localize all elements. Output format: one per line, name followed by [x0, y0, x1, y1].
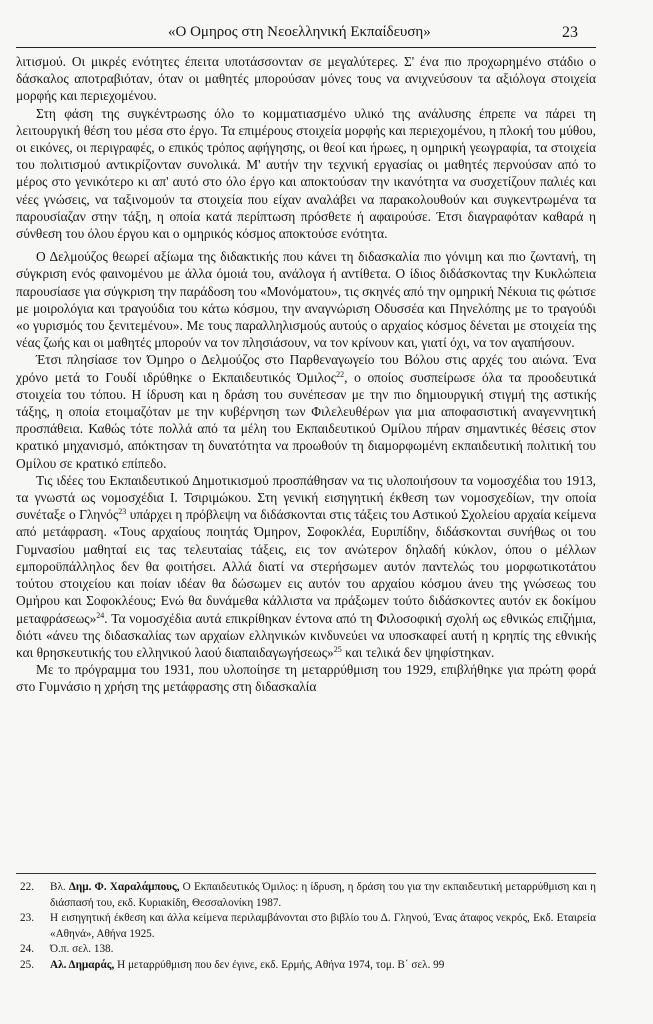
footnote-lead: Βλ.: [50, 881, 69, 893]
paragraph-text: Τις ιδέες του Εκπαιδευτικού Δημοτικισμού προσπάθησαν να τις υλοποιήσουν τα νομοσχέδια του 1913, τα γνωστά ως νομοσχέδια Ι. Τσιριμώκου. Στη γενική εισηγητική έκθεση των νομοσχεδίων, την οποία συνέταξε ο Γληνός: [16, 472, 596, 523]
footnote-ref: 25: [333, 644, 342, 654]
footnote: [16, 958, 596, 974]
body-text: [16, 53, 596, 696]
paragraph-text: Έτσι πλησίασε τον Όμηρο ο Δελμούζος στο Παρθεναγωγείο του Βόλου στις αρχές του αιώνα. Ένα χρόνο μετά το Γουδί ιδρύθηκε ο Εκπαιδευτικός Όμιλος: [16, 352, 596, 385]
paragraph: Στη φάση της συγκέντρωσης όλο το κομματιασμένο υλικό της ανάλυσης έπρεπε να πάρει τη λειτουργική θέση του μέσα στο έργο. Τα επιμέρους στοιχεία μορφής και περιεχομένου, η πλοκή του μύθου, οι εικόνες, οι περιγραφές, ο επικός τρόπος αφήγησης, οι θεοί και ήρωες, η ομηρική γεωγραφία, τα στοιχεία του πολιτισμού αντικρίζονταν συνολικά. Μ' αυτήν την τεχνική εργασίας οι μαθητές περνούσαν από το μέρος στο γενικότερο κι απ' αυτό στο όλο έργο και αποκτούσαν την ικανότητα να συσχετίζουν παλιές και νέες γνώσεις, να ταξινομούν τα στοιχεία που είχαν αναλάβει να παρακολουθούν και συγκεντρωμένα τα παρουσίαζαν στην τάξη, η οποία κατά περίπτωση πρόσθετε ή αφαιρούσε. Έτσι διαγραφόταν καθαρά η σύνθεση του όλου έργου και ο ομηρικός κόσμος αποκτούσε ενότητα.: [16, 105, 596, 242]
footnote-text: Η εισηγητική έκθεση και άλλα κείμενα περιλαμβάνονται στο βιβλίο του Δ. Γληνού, Ένας άταφος νεκρός, Εκδ. Εταιρεία «Αθηνά», Αθήνα 1925.: [50, 912, 596, 940]
footnote-number: 25.: [20, 958, 34, 971]
paragraph: Ο Δελμούζος θεωρεί αξίωμα της διδακτικής που κάνει τη διδασκαλία πιο γόνιμη και πιο ζωντανή, τη σύγκριση ενός φαινομένου με άλλα όμοιά του, ανάλογα ή αντίθετα. Ο ίδιος διδάσκοντας την Κυκλώπεια παρουσίασε για σύγκριση την παράδοση του «Μονόματου», τις σκηνές από την ομηρική Νέκυια τις φώτισε με μοιρολόγια και τραγούδια του κάτω κόσμου, την αναγνώριση Οδυσσέα και Πηνελόπης με το τραγούδι «ο γυρισμός του ξενιτεμένου». Με τους παραλληλισμούς αυτούς ο αρχαίος κόσμος δένεται με στοιχεία της νέας ζωής και οι μαθητές μπορούν να τον πλησιάσουν, να τον κρίνουν και, γιατί όχι, να τον αγαπήσουν.: [16, 249, 596, 351]
footnote-text: Ο Εκπαιδευτικός Όμιλος: η ίδρυση, η δράση του για την εκπαιδευτική μεταρρύθμιση και η διάσπασή του, εκδ. Κυριακίδη, Θεσσαλονίκη 1987.: [50, 881, 597, 909]
footnote-number: 23.: [20, 912, 34, 925]
paragraph: λιτισμού. Οι μικρές ενότητες έπειτα υποτάσσονταν σε μεγαλύτερες. Σ' ένα πιο προχωρημένο στάδιο ο δάσκαλος αποτραβιόταν, όταν οι μαθητές μπορούσαν μόνες τους να ανιχνεύσουν τα αξιόλογα στοιχεία μορφής και περιεχομένου.: [16, 54, 596, 104]
footnote: [16, 942, 596, 958]
paragraph-text: υπάρχει η πρόβλεψη να διδάσκονται στις τάξεις του Αστικού Σχολείου αρχαία κείμενα από μετάφραση. «Τους αρχαίους ποιητάς Όμηρον, Σοφοκλέα, Ευριπίδην, διδάσκονται συνήθως οι του Γυμνασίου μαθηταί εις τας τελευταίας τάξεις, εις τον ανώτερον δηλαδή κύκλον, όπου ο μέλλων εμποροϋπάλληλος δεν θα φοιτήσει. Αλλά διατί να στερήσωμεν αυτόν παντελώς του μορφωτικοτάτου τούτου στοιχείου και ποίαν ιδέαν θα δώσωμεν εις αυτόν του αρχαίου κόσμου άνευ της γνώσεως του Ομήρου και Σοφοκλέους; Ενώ θα δυνάμεθα κάλλιστα να πράξωμεν τούτο διδάσκοντες αυτόν εκ δοκίμου μεταφράσεως»: [16, 507, 597, 626]
running-head: [108, 24, 578, 44]
footnote-author: Αλ. Δημαράς,: [50, 958, 115, 971]
footnote-ref: 24: [96, 610, 105, 620]
footnote-number: 22.: [20, 881, 34, 893]
page-number: 23: [562, 24, 578, 41]
footnote-number: 24.: [20, 943, 34, 956]
footnote-ref: 22: [336, 369, 345, 379]
footnote-ref: 23: [118, 507, 127, 517]
footnote: [16, 911, 596, 942]
paragraph: [16, 351, 596, 471]
paragraph: [16, 472, 596, 661]
header-rule: [16, 47, 596, 48]
footnote: [16, 880, 596, 911]
footnote-rule: [16, 873, 596, 874]
paragraph-text: και τελικά δεν ψηφίστηκαν.: [341, 644, 495, 660]
footnote-text: Ό.π. σελ. 138.: [50, 943, 114, 956]
footnotes: [16, 880, 596, 974]
footnote-text: Η μεταρρύθμιση που δεν έγινε, εκδ. Ερμής, Αθήνα 1974, τομ. Β΄ σελ. 99: [114, 958, 445, 971]
paragraph: Με το πρόγραμμα του 1931, που υλοποίησε τη μεταρρύθμιση του 1929, επιβλήθηκε για πρώτη φορά στο Γυμνάσιο η χρήση της μετάφρασης στη διδασκαλία: [16, 662, 596, 695]
footnote-author: Δημ. Φ. Χαραλάμπους,: [68, 881, 180, 893]
paragraph-text: . Τα νομοσχέδια αυτά επικρίθηκαν έντονα από τη Φιλοσοφική σχολή ως εθνικώς επιζήμια, διότι «άνευ της διδασκαλίας των αρχαίων ελληνικών κινδυνεύει να υποσκαφεί αυτή η κρηπίς της εθνικής και θρησκευτικής του ελληνικού λαού διαπαιδαγωγήσεως»: [16, 610, 596, 660]
paragraph-text: , ο οποίος συσπείρωσε όλα τα προοδευτικά στοιχεία του τόπου. Η ίδρυση και η δράση του συνέπεσαν με την πιο δημιουργική στιγμή της αστικής τάξης, η οποία ετοιμαζόταν με την κυβέρνηση των Φιλελευθέρων για μια αποφασιστική αναγεννητική προσπάθεια. Καθώς τότε πολλά από τα μέλη του Εκπαιδευτικού Ομίλου πήραν σημαντικές θέσεις στον κρατικό μηχανισμό, απόκτησαν τη δυνατότητα να προωθούν τη διαμορφωμένη εκπαιδευτική πολιτική του Ομίλου σε κρατικό επίπεδο.: [16, 369, 596, 471]
running-title: «Ο Ομηρος στη Νεοελληνική Εκπαίδευση»: [168, 24, 431, 40]
